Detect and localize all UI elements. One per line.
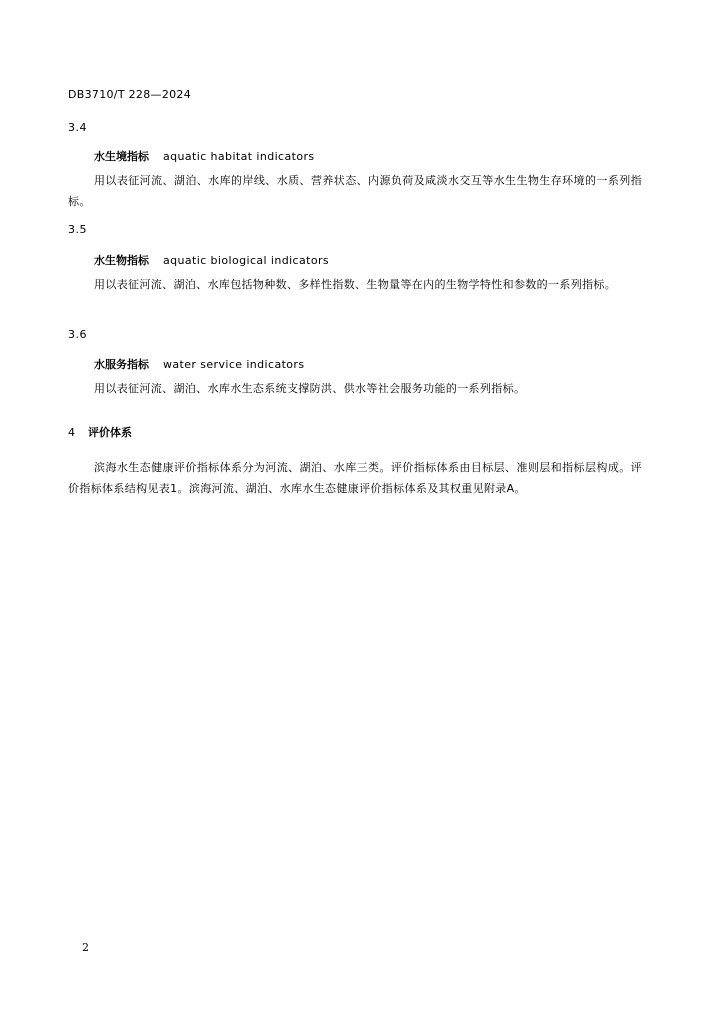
definition-aquatic-habitat: 用以表征河流、湖泊、水库的岸线、水质、营养状态、内源负荷及咸淡水交互等水生生物生存环境的一系列指标。: [68, 174, 642, 208]
section-heading: [68, 424, 132, 440]
term-zh: 水生境指标: [94, 150, 149, 163]
term-en: aquatic biological indicators: [163, 254, 330, 267]
term-aquatic-habitat: [94, 148, 315, 164]
section-paragraph: 滨海水生态健康评价指标体系分为河流、湖泊、水库三类。评价指标体系由目标层、准则层和指标层构成。评价指标体系结构见表1。滨海河流、湖泊、水库水生态健康评价指标体系及其权重见附录A。: [68, 461, 642, 495]
term-aquatic-biological: [94, 252, 329, 268]
clause-number-3-4: 3.4: [68, 121, 87, 134]
term-water-service: [94, 356, 305, 372]
definition-water-service: 用以表征河流、湖泊、水库水生态系统支撑防洪、供水等社会服务功能的一系列指标。: [94, 382, 526, 395]
clause-number-3-6: 3.6: [68, 328, 87, 341]
document-code: DB3710/T 228—2024: [68, 88, 192, 101]
page-number: 2: [82, 941, 89, 954]
definition-aquatic-biological: 用以表征河流、湖泊、水库包括物种数、多样性指数、生物量等在内的生物学特性和参数的一系列指标。: [94, 278, 617, 291]
term-zh: 水服务指标: [94, 358, 149, 371]
section-number: 4: [68, 426, 75, 439]
section-title: 评价体系: [88, 426, 132, 439]
term-en: water service indicators: [163, 358, 305, 371]
term-en: aquatic habitat indicators: [163, 150, 315, 163]
term-zh: 水生物指标: [94, 254, 149, 267]
clause-number-3-5: 3.5: [68, 223, 87, 236]
